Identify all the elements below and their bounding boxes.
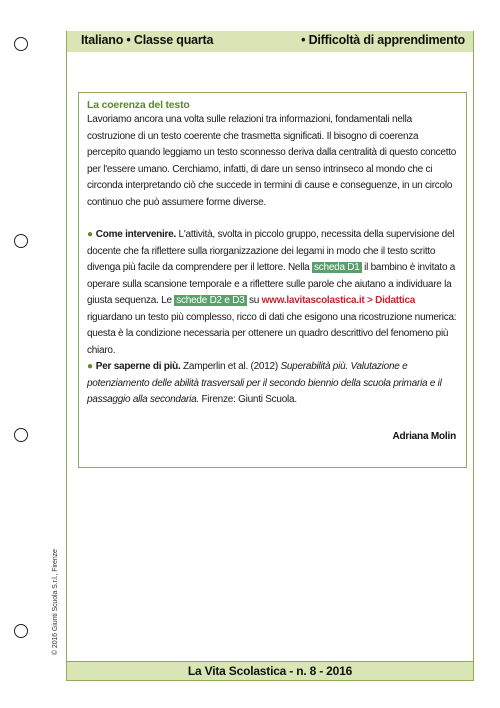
paragraph-how-to bbox=[87, 227, 459, 359]
paragraph-intro: Lavoriamo ancora una volta sulle relazioni tra informazioni, fondamentali nella costruzione di un testo coerente che trasmetta significati. Il bisogno di coerenza percepito quando leggiamo un testo sconnesso deriva dalla centralità di questo concetto per l'essere umano. Cerchiamo, infatti, di dare un senso intrinseco al mondo che ci circonda interpretando ciò che succede in termini di cause e conseguenze, in un circolo continuo che può assumere forme diverse. bbox=[87, 114, 457, 208]
book-title: Superabilità più. Valutazione e potenziamento delle abilità trasversali per il secondo biennio della scuola primaria e il passaggio alla secondaria. bbox=[87, 361, 442, 405]
bullet-icon: ● bbox=[87, 361, 93, 372]
page-footer bbox=[66, 662, 474, 681]
bullet-icon: ● bbox=[87, 229, 93, 240]
author-name: Adriana Molin bbox=[392, 431, 456, 442]
binder-hole-1 bbox=[14, 37, 28, 51]
article-box bbox=[78, 92, 467, 468]
paragraph-lead: Per saperne di più. bbox=[95, 361, 181, 372]
copyright-notice: © 2016 Giunti Scuola S.r.l., Firenze bbox=[52, 549, 59, 655]
text-run: su bbox=[246, 295, 262, 306]
scheda-d1-highlight: scheda D1 bbox=[314, 262, 360, 273]
footer-issue: La Vita Scolastica - n. 8 - 2016 bbox=[187, 664, 353, 678]
text-run: il bambino è invitato a operare sulla scansione temporale e a riflettere sulle parole che aiutano a individuare la giusta sequenza. Le bbox=[87, 262, 456, 306]
paragraph-further-reading bbox=[87, 359, 459, 409]
text-run: L'attività, svolta in piccolo gruppo, necessita della supervisione del docente che fa riflettere sulla riorganizzazione dei legami in modo che il testo scritto divenga più facile da comprendere per il lettore. Nella bbox=[87, 229, 455, 273]
text-run: Firenze: Giunti Scuola. bbox=[198, 394, 297, 405]
paragraph-lead: Come intervenire. bbox=[95, 229, 177, 240]
header-topic: • Difficoltà di apprendimento bbox=[301, 33, 465, 47]
text-run: riguardano un testo più complesso, ricco di dati che esigono una ricostruzione numerica: questa è la condizione necessaria per ottenere un quadro descrittivo del fenomeno più chiaro. bbox=[87, 311, 457, 356]
page-header bbox=[66, 31, 474, 52]
binder-hole-4 bbox=[14, 624, 28, 638]
text-run: Zamperlin et al. (2012) bbox=[180, 361, 281, 372]
header-subject: Italiano • Classe quarta bbox=[81, 33, 214, 47]
schede-d2-d3-highlight: schede D2 e D3 bbox=[176, 295, 245, 306]
section-title: La coerenza del testo bbox=[87, 99, 190, 111]
binder-hole-3 bbox=[14, 428, 28, 442]
binder-hole-2 bbox=[14, 234, 28, 248]
website-link[interactable]: www.lavitascolastica.it > Didattica bbox=[261, 295, 416, 306]
